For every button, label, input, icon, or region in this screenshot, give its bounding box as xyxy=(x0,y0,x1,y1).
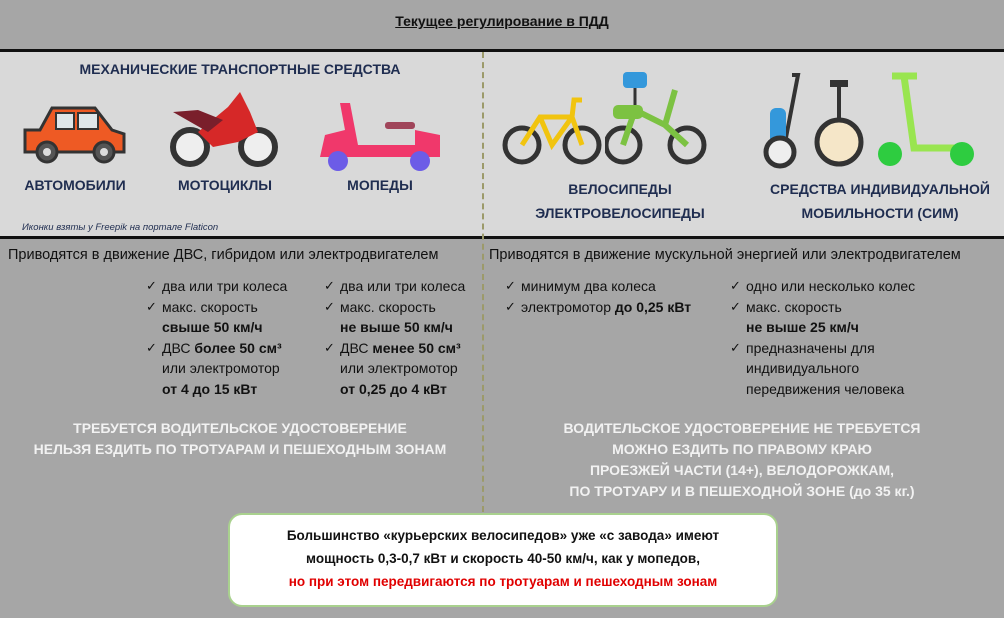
note-line: Большинство «курьерских велосипедов» уже «с завода» имеют xyxy=(286,528,720,543)
criterion: ДВС xyxy=(162,339,195,356)
criterion: ✓ макс. скорость xyxy=(324,297,465,318)
criterion: ✓ два или три колеса xyxy=(324,276,465,297)
note-line: мощность 0,3-0,7 кВт и скорость 40-50 км/ч, как у мопедов, xyxy=(306,551,700,566)
criterion: ✓ макс. скорость xyxy=(730,297,915,318)
icon-credit: Иконки взяты у Freepik на портале Flaticon xyxy=(22,222,219,233)
category-motorcycles: МОТОЦИКЛЫ xyxy=(177,177,272,193)
segway-icon xyxy=(762,70,812,170)
criterion: или электромотор xyxy=(340,360,458,376)
criterion: электромотор xyxy=(521,298,615,315)
category-bicycles xyxy=(520,177,720,225)
moped-criteria xyxy=(324,276,465,399)
unicycle-icon xyxy=(812,70,867,170)
criterion: или электромотор xyxy=(162,360,280,376)
rule: МОЖНО ЕЗДИТЬ ПО ПРАВОМУ КРАЮ xyxy=(612,441,872,457)
criterion-value: свыше 50 км/ч xyxy=(162,319,263,335)
sim-criteria xyxy=(730,276,915,399)
scooter-icon xyxy=(872,70,982,170)
criterion-value: менее 50 см³ xyxy=(372,339,461,356)
criterion-value: от 0,25 до 4 кВт xyxy=(340,380,447,397)
divider-middle xyxy=(0,236,1004,239)
criterion-value: до 0,25 кВт xyxy=(614,298,692,315)
motorcycle-criteria xyxy=(146,276,287,399)
bicycle-icon xyxy=(502,95,602,167)
motor-vehicles-heading: МЕХАНИЧЕСКИЕ ТРАНСПОРТНЫЕ СРЕДСТВА xyxy=(79,61,401,77)
label-sim-1: СРЕДСТВА ИНДИВИДУАЛЬНОЙ xyxy=(770,181,990,197)
criterion: передвижения человека xyxy=(746,380,905,397)
criterion: ДВС xyxy=(340,339,373,356)
criterion: ✓ минимум два колеса xyxy=(505,276,691,297)
label-ebikes: ЭЛЕКТРОВЕЛОСИПЕДЫ xyxy=(535,205,705,221)
moped-icon xyxy=(320,95,442,175)
right-rules xyxy=(486,418,998,502)
rule: НЕЛЬЗЯ ЕЗДИТЬ ПО ТРОТУАРАМ И ПЕШЕХОДНЫМ ЗОНАМ xyxy=(33,441,447,457)
rule: ВОДИТЕЛЬСКОЕ УДОСТОВЕРЕНИЕ НЕ ТРЕБУЕТСЯ xyxy=(563,420,921,436)
note-line-highlight: но при этом передвигаются по тротуарам и пешеходным зонам xyxy=(288,574,718,589)
courier-bikes-note xyxy=(228,513,778,607)
rule: ТРЕБУЕТСЯ ВОДИТЕЛЬСКОЕ УДОСТОВЕРЕНИЕ xyxy=(73,420,407,436)
criterion-value: от 4 до 15 кВт xyxy=(162,380,258,397)
criterion-value: более 50 см³ xyxy=(194,339,282,356)
rule: ПРОЕЗЖЕЙ ЧАСТИ (14+), ВЕЛОДОРОЖКАМ, xyxy=(589,462,895,478)
criterion: ✓ макс. скорость xyxy=(146,297,287,318)
category-sim xyxy=(760,177,1000,225)
category-mopeds: МОПЕДЫ xyxy=(347,177,413,193)
criterion-value: не выше 50 км/ч xyxy=(340,319,453,335)
category-cars: АВТОМОБИЛИ xyxy=(24,177,126,193)
criterion: ✓ одно или несколько колес xyxy=(730,276,915,297)
vertical-dashed-divider xyxy=(482,52,484,512)
criterion: ✓ два или три колеса xyxy=(146,276,287,297)
rule: ПО ТРОТУАРУ И В ПЕШЕХОДНОЙ ЗОНЕ (до 35 кг.) xyxy=(569,483,915,499)
criterion-value: не выше 25 км/ч xyxy=(746,319,859,335)
left-rules xyxy=(0,418,480,460)
criterion: ✓ предназначены для xyxy=(730,338,915,359)
electric-bicycle-icon xyxy=(605,70,707,168)
car-icon xyxy=(20,100,130,165)
bicycle-criteria xyxy=(505,276,691,317)
motorcycle-icon xyxy=(168,92,280,168)
right-propulsion: Приводятся в движение мускульной энергией или электродвигателем xyxy=(489,247,961,263)
label-sim-2: МОБИЛЬНОСТИ (СИМ) xyxy=(801,205,959,221)
page-title: Текущее регулирование в ПДД xyxy=(395,13,609,29)
criterion: индивидуального xyxy=(746,360,860,376)
left-propulsion: Приводятся в движение ДВС, гибридом или электродвигателем xyxy=(8,247,439,263)
label-bicycles: ВЕЛОСИПЕДЫ xyxy=(568,181,672,197)
